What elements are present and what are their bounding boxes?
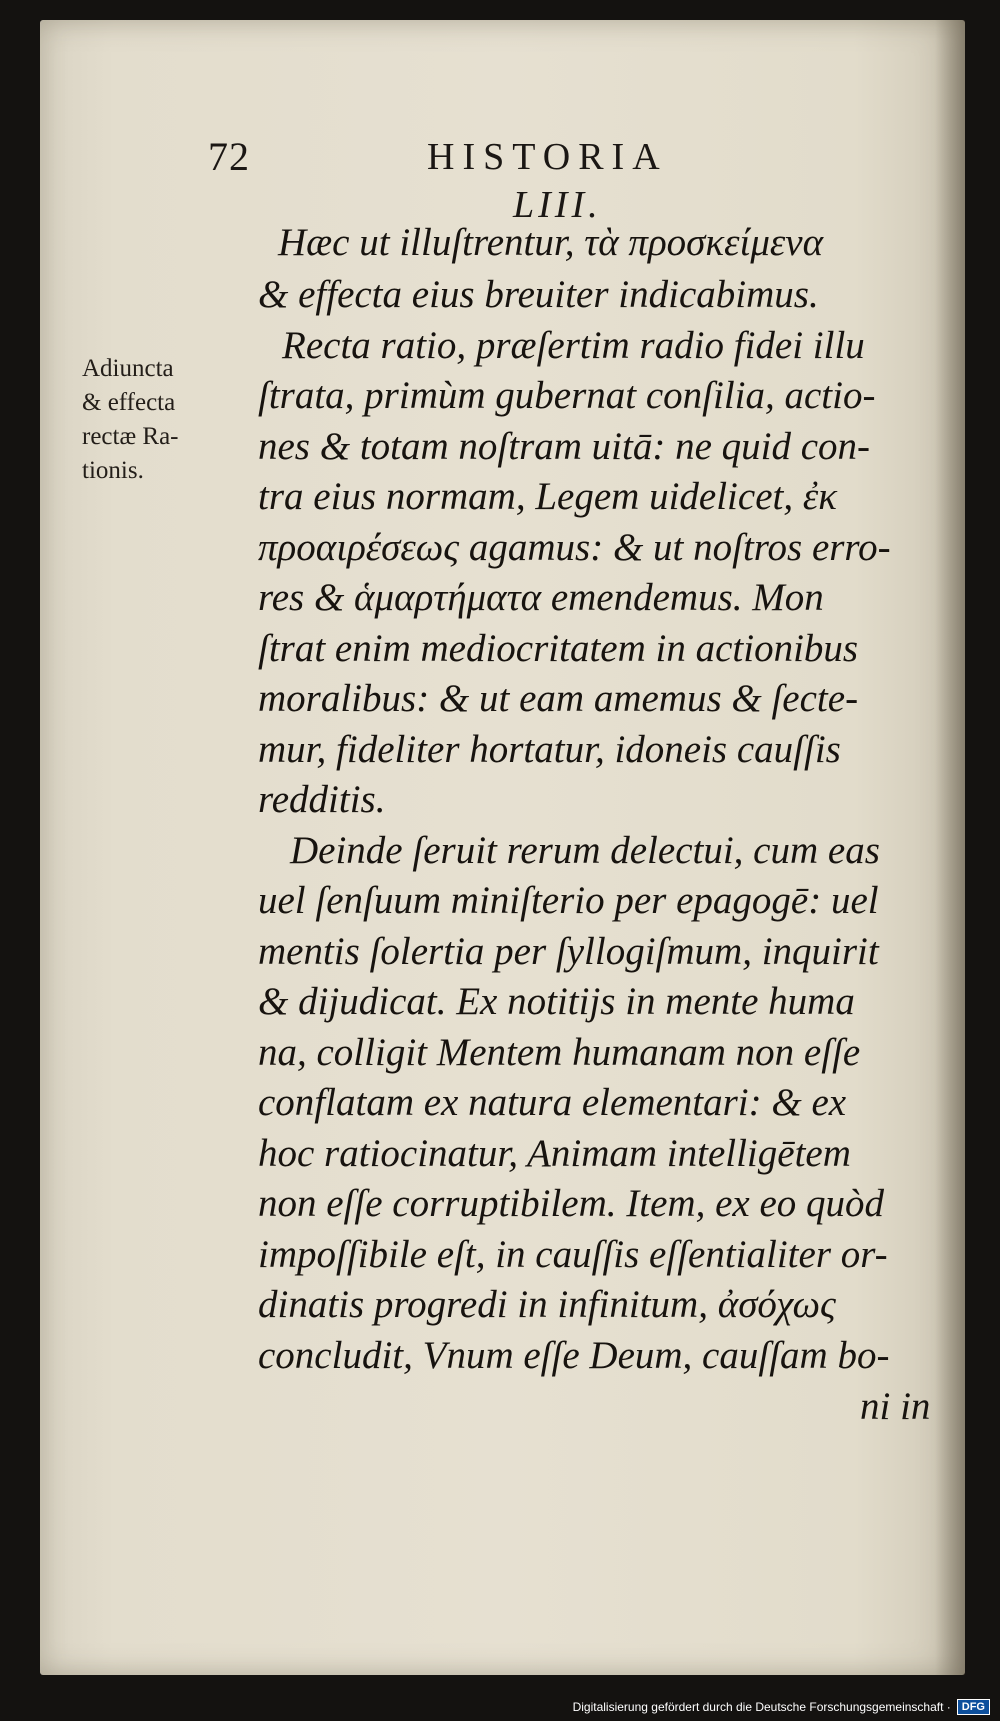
text-line: ni in [860, 1385, 931, 1428]
text-line: ſtrata, primùm gubernat conſilia, actio- [258, 374, 876, 417]
margin-note-line: tionis. [82, 457, 144, 484]
text-line: dinatis progredi in infinitum, ἀσόχως [258, 1283, 836, 1326]
chapter-number: LIII. [513, 184, 602, 226]
text-line: redditis. [258, 778, 386, 821]
running-head: HISTORIA [427, 136, 668, 178]
text-line: mur, fideliter hortatur, idoneis cauſſis [258, 728, 841, 771]
text-line: mentis ſolertia per ſyllogiſmum, inquirit [258, 930, 879, 973]
text-line: impoſſibile eſt, in cauſſis eſſentialiter or- [258, 1233, 888, 1276]
text-line: na, colligit Mentem humanam non eſſe [258, 1031, 861, 1074]
text-line: Recta ratio, præſertim radio fidei illu [282, 324, 865, 367]
text-line: moralibus: & ut eam amemus & ſecte- [258, 677, 859, 720]
credit-text: Digitalisierung gefördert durch die Deutsche Forschungsgemeinschaft · [572, 1700, 951, 1714]
margin-note [82, 352, 232, 488]
text-line: ſtrat enim mediocritatem in actionibus [258, 627, 859, 670]
text-line: nes & totam noſtram uitā: ne quid con- [258, 425, 871, 468]
margin-note-line: rectæ Ra- [82, 423, 179, 450]
margin-note-line: & effecta [82, 389, 176, 416]
text-line: conflatam ex natura elementari: & ex [258, 1081, 847, 1124]
dfg-logo: DFG [957, 1699, 990, 1715]
margin-note-line: Adiuncta [82, 355, 174, 382]
text-line: & dijudicat. Ex notitijs in mente huma [258, 980, 855, 1023]
text-line: uel ſenſuum miniſterio per epagogē: uel [258, 879, 879, 922]
text-line: Hæc ut illuſtrentur, τὰ προσκείμενα [278, 221, 824, 264]
text-line: tra eius normam, Legem uidelicet, ἐκ [258, 475, 837, 518]
text-line: concludit, Vnum eſſe Deum, cauſſam bo- [258, 1334, 890, 1377]
text-line: hoc ratiocinatur, Animam intelligētem [258, 1132, 851, 1175]
digitization-credit [573, 1697, 990, 1717]
text-line: non eſſe corruptibilem. Item, ex eo quòd [258, 1182, 884, 1225]
text-line: Deinde ſeruit rerum delectui, cum eas [290, 829, 880, 872]
text-line: & effecta eius breuiter indicabimus. [258, 273, 819, 316]
text-line: res & ἁμαρτήματα emendemus. Mon [258, 576, 824, 619]
text-line: προαιρέσεως agamus: & ut noſtros erro- [258, 526, 891, 569]
page-number: 72 [208, 134, 250, 179]
